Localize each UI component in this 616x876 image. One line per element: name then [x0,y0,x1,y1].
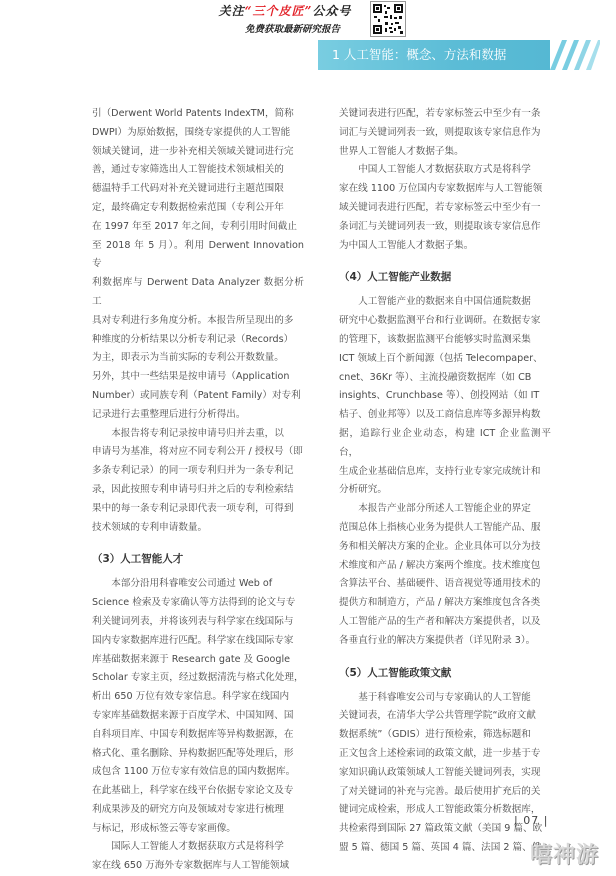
section-heading-talent: （3）人工智能人才 [92,553,184,566]
paragraph: 本部分沿用科睿唯安公司通过 Web of Science 检索及专家确认等方法得到的论文与专 利关键词列表，并将该列表与科学家在线国际与 国内专家数据库进行匹配。科学家在线国际专家 库基础数据来源于 Research gate 及 Google Scholar 专家主页，经过数据清洗与格式化处理， 析出 650 万位有效专家信息。科学家在线国内 专家库基础数据来源于百度学术、中国知网、国 自科项目库、中国专利数据库等异构数据源，在 格式化、重名删除、异构数据匹配等处理后，形 成包含 1100 万位专家有效信息的国内数据库。 在此基础上，科学家在线平台依据专家论文及专 利成果涉及的研究方向及领域对专家进行梳理 与标记，形成标签云等专家画像。 [92,578,304,834]
left-column [92,105,304,876]
section-heading-industry: （4）人工智能产业数据 [339,271,452,284]
paragraph: 引（Derwent World Patents IndexTM，简称 DWPI）为原始数据，围绕专家提供的人工智能 领域关键词，进一步补充相关领域关键词进行完 善，通过专家筛选出人工智能技术领域相关的 德温特手工代码对补充关键词进行主题范围限 定，最终确定专利数据检索范围（专利公开年 在 1997 年至 2017 年之间，专利引用时间截止 至 2018 年 5 月）。利用 Derwent Innovation 专 利数据库与 Derwent Data Analyzer 数据分析工 具对专利进行多角度分析。本报告所呈现出的多 种维度的分析结果以分析专利记录（Records） 为主，即表示为当前实际的专利公开数数量。 另外，其中一些结果是按申请号（Application Number）或同族专利（Patent Family）对专利 记录进行去重整理后进行分析得出。 [92,108,304,420]
section-heading-policy: （5）人工智能政策文献 [339,666,452,679]
paragraph: 关键词表进行匹配，若专家标签云中至少有一条 词汇与关键词列表一致，则提取该专家信息作为 世界人工智能人才数据子集。 [339,108,541,157]
chapter-title-bar: 1 人工智能：概念、方法和数据 [318,40,550,70]
promo-subtitle: 免费获取最新研究报告 [244,24,340,35]
paragraph: 本报告产业部分所述人工智能企业的界定 范围总体上指核心业务为提供人工智能产品、服 务和相关解决方案的企业。企业具体可以分为技 术维度和产品 / 解决方案两个维度。技术维度包 含算法平台、基础硬件、语音视觉等通用技术的 提供方和制造方，产品 / 解决方案维度包含各类 人工智能产品的生产者和解决方案提供者，以及 各垂直行业的解决方案提供者（详见附录 3）。 [339,503,541,646]
page-number: | 07 | [514,814,549,827]
paragraph: 本报告将专利记录按申请号归并去重，以 申请号为基准，将对应不同专利公开 / 授权号（即 多条专利记录）的同一项专利归并为一条专利记 录，因此按照专利申请号归并之后的专利检索结 果中的每一条专利记录即代表一项专利，可得到 技术领域的专利申请数量。 [92,427,303,533]
promo-title: 关注“三个皮匠”公众号 [218,4,352,18]
decorative-stripes-icon [540,40,600,70]
paragraph: 人工智能产业的数据来自中国信通院数据 研究中心数据监测平台和行业调研。在数据专家 的管理下，该数据监测平台能够实时监测采集 ICT 领域上百个新闻源（包括 Telecompaper、 cnet、36Kr 等）、主流投融资数据库（如 CB insights、Crunchbase 等）、创投网站（如 IT 桔子、创业邦等）以及工商信息库等多源异构数 据，追踪行业企业动态，构建 ICT 企业监测平台， 生成企业基础信息库，支持行业专家完成统计和 分析研究。 [339,296,551,496]
qr-code-icon[interactable] [370,1,406,37]
paragraph: 中国人工智能人才数据获取方式是将科学 家在线 1100 万位国内专家数据库与人工智能领 域关键词表进行匹配，若专家标签云中至少有一 条词汇与关键词列表一致，则提取该专家信息作 为中国人工智能人才数据子集。 [339,164,543,251]
right-column [339,105,551,858]
paragraph: 国际人工智能人才数据获取方式是将科学 家在线 650 万海外专家数据库与人工智能领域 [92,841,290,872]
watermark-logo: 嘻神游 [530,843,600,868]
paragraph: 基于科睿唯安公司与专家确认的人工智能 关键词表，在清华大学公共管理学院“政府文献 数据系统”（GDIS）进行预检索，筛选标题和 正文包含上述检索词的政策文献，进一步基于专 家知识确认政策领域人工智能关键词列表，实现 了对关键词的补充与完善。最后使用扩充后的关 键词完成检索，形成人工智能政策分析数据库， 共检索得到国际 27 篇政策文献（美国 9 篇、欧 盟 5 篇、德国 5 篇、英国 4 篇、法国 2 篇、俄 [339,691,543,853]
